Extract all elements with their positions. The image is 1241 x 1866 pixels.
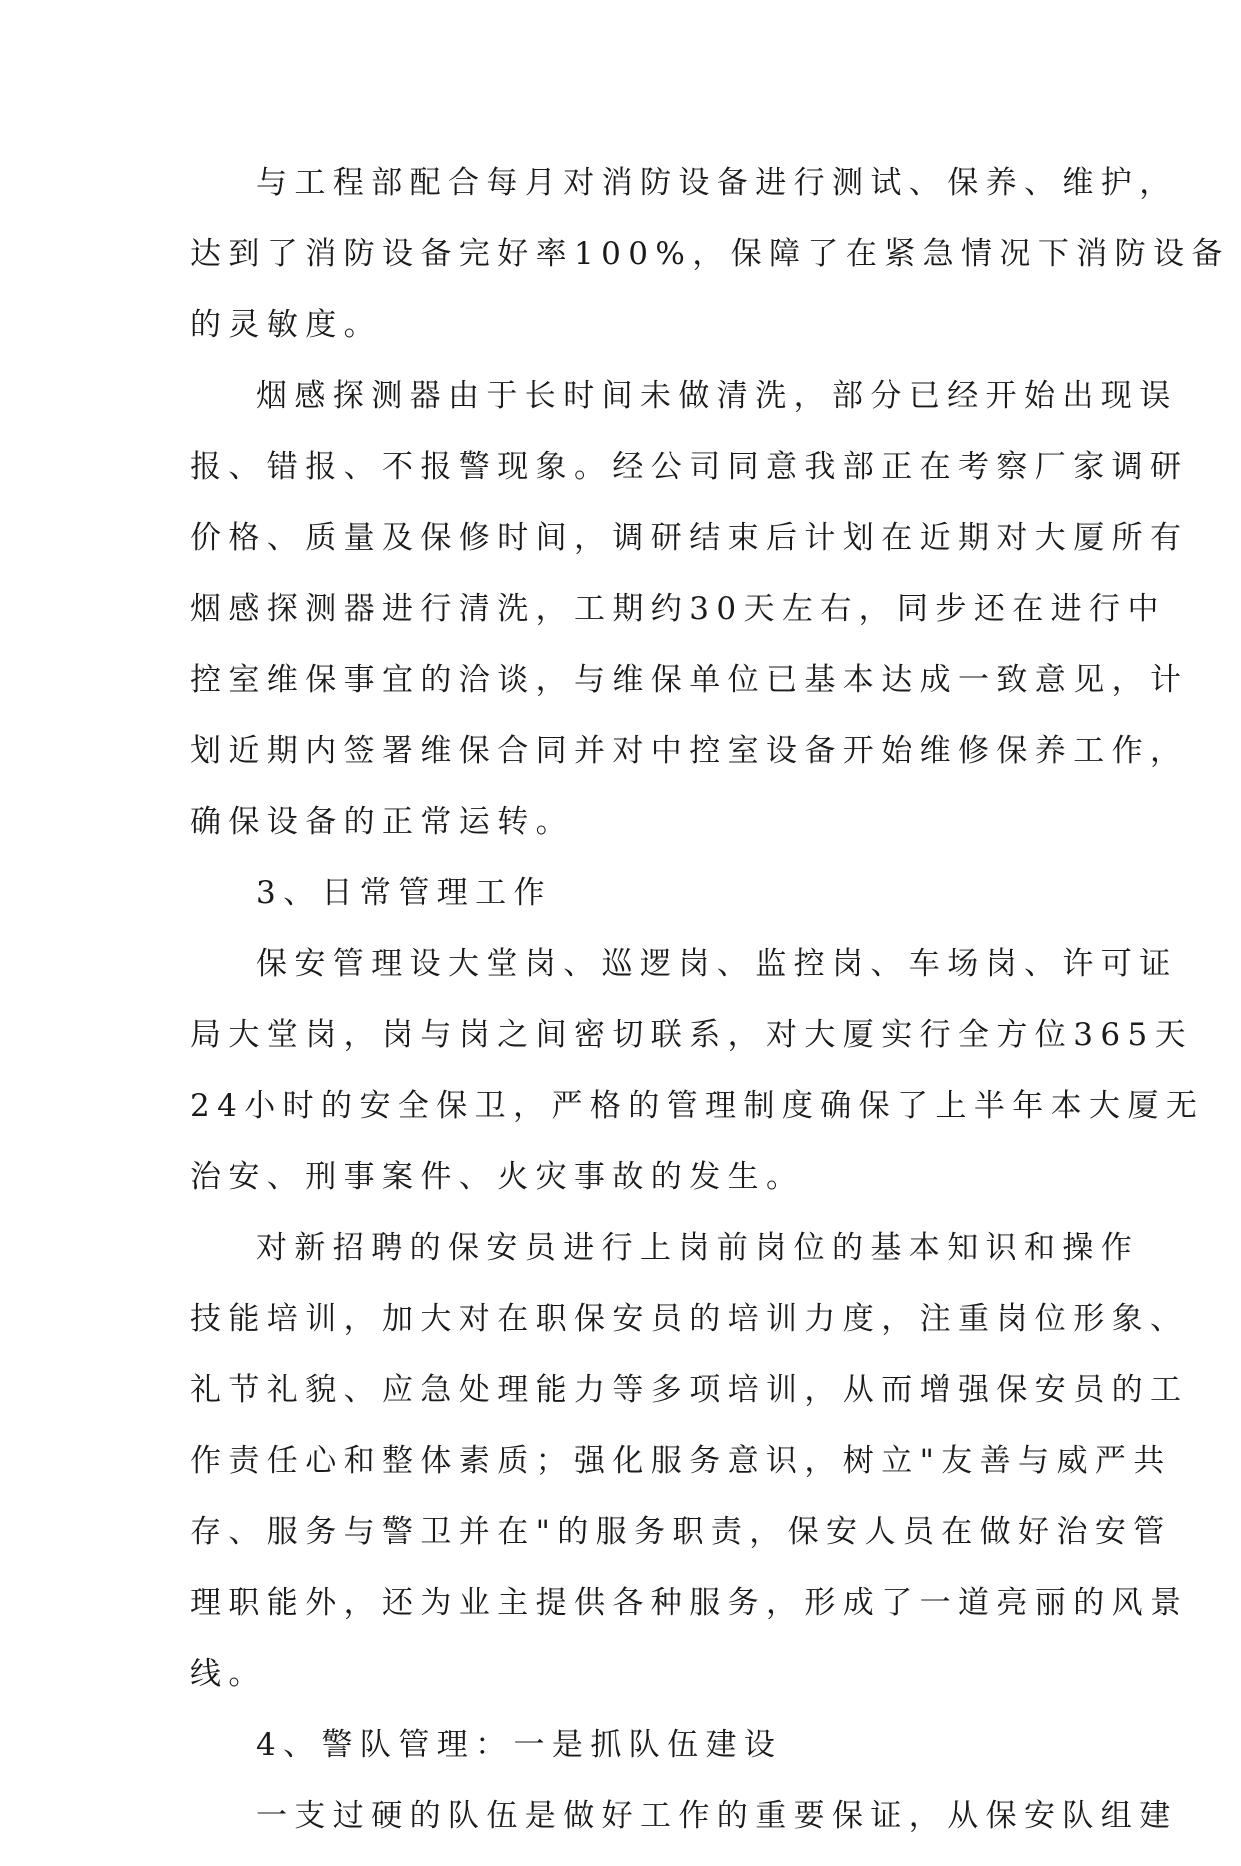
text-line: 烟感探测器进行清洗，工期约30天左右，同步还在进行中 bbox=[190, 591, 1166, 627]
text-line: 报、错报、不报警现象。经公司同意我部正在考察厂家调研 bbox=[190, 449, 1189, 485]
text-line: 保安管理设大堂岗、巡逻岗、监控岗、车场岗、许可证 bbox=[256, 946, 1178, 982]
text-line: 治安、刑事案件、火灾事故的发生。 bbox=[190, 1159, 805, 1195]
section-heading: 4、警队管理：一是抓队伍建设 bbox=[256, 1727, 783, 1763]
section-heading: 3、日常管理工作 bbox=[256, 875, 552, 911]
text-line: 线。 bbox=[190, 1656, 267, 1692]
text-line: 价格、质量及保修时间，调研结束后计划在近期对大厦所有 bbox=[190, 520, 1189, 556]
text-line: 局大堂岗，岗与岗之间密切联系，对大厦实行全方位365天 bbox=[190, 1017, 1193, 1053]
text-line: 理职能外，还为业主提供各种服务，形成了一道亮丽的风景 bbox=[190, 1585, 1189, 1621]
text-line: 24小时的安全保卫，严格的管理制度确保了上半年本大厦无 bbox=[190, 1088, 1205, 1124]
text-line: 技能培训，加大对在职保安员的培训力度，注重岗位形象、 bbox=[190, 1301, 1189, 1337]
text-line: 烟感探测器由于长时间未做清洗，部分已经开始出现误 bbox=[256, 378, 1178, 414]
text-line: 存、服务与警卫并在"的服务职责，保安人员在做好治安管 bbox=[190, 1514, 1172, 1550]
text-line: 的灵敏度。 bbox=[190, 307, 382, 343]
text-line: 一支过硬的队伍是做好工作的重要保证，从保安队组建 bbox=[256, 1798, 1178, 1834]
text-line: 作责任心和整体素质；强化服务意识，树立"友善与威严共 bbox=[190, 1443, 1172, 1479]
text-line: 控室维保事宜的洽谈，与维保单位已基本达成一致意见，计 bbox=[190, 662, 1189, 698]
document-body bbox=[190, 162, 1230, 1866]
text-line: 对新招聘的保安员进行上岗前岗位的基本知识和操作 bbox=[256, 1230, 1140, 1266]
text-line: 达到了消防设备完好率100%，保障了在紧急情况下消防设备 bbox=[190, 236, 1230, 272]
text-line: 划近期内签署维保合同并对中控室设备开始维修保养工作， bbox=[190, 733, 1189, 769]
text-line: 与工程部配合每月对消防设备进行测试、保养、维护， bbox=[256, 165, 1178, 201]
text-line: 礼节礼貌、应急处理能力等多项培训，从而增强保安员的工 bbox=[190, 1372, 1189, 1408]
text-line: 确保设备的正常运转。 bbox=[190, 804, 574, 840]
